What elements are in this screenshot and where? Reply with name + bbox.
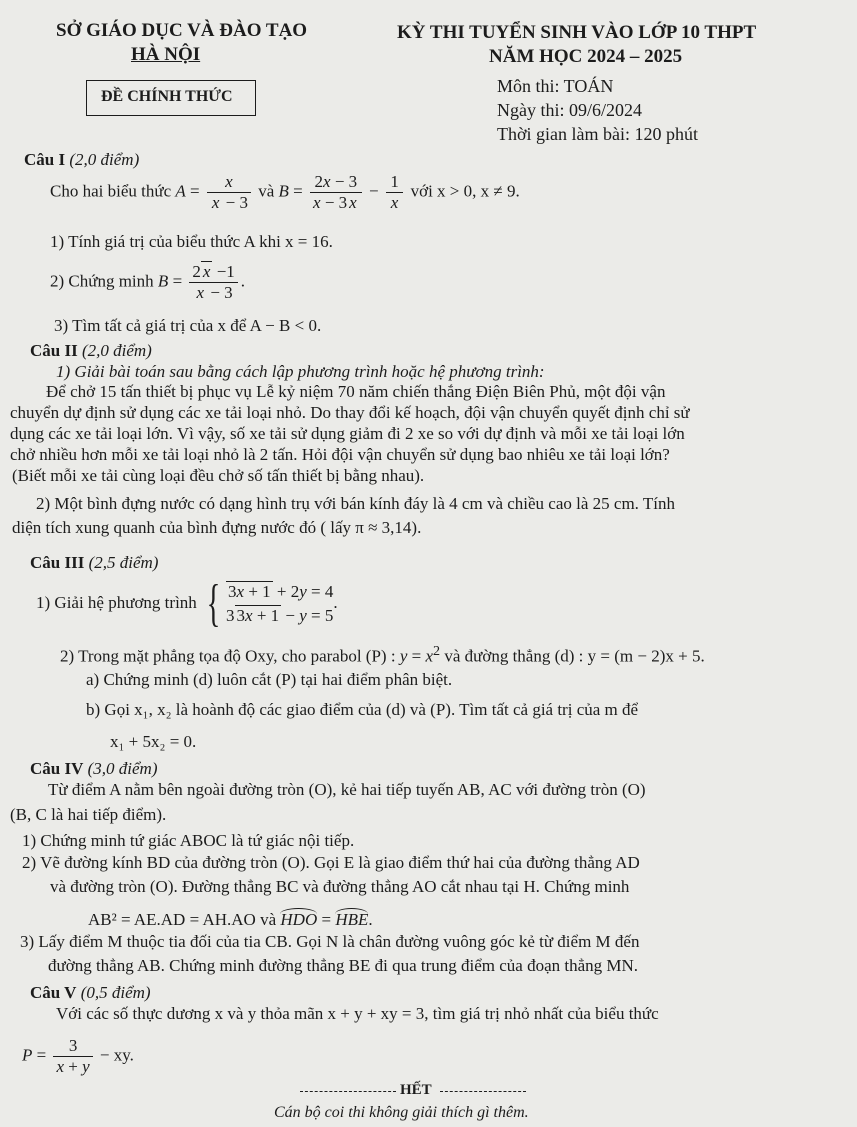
q4-heading: Câu IV (3,0 điểm) <box>30 759 158 778</box>
fraction-b1: $\frac{2x - 3}{x - 3 x}$ <box>310 172 362 213</box>
q4-part2-line2: và đường tròn (O). Đường thẳng BC và đường thẳng AO cắt nhau tại H. Chứng minh <box>50 877 630 896</box>
q2-part1-heading: 1) Giải bài toán sau bằng cách lập phương trình hoặc hệ phương trình: <box>56 362 545 381</box>
q5-formula: P = $\frac{3}{x + y}$ − xy. <box>22 1036 134 1076</box>
proctor-note: Cán bộ coi thi không giải thích gì thêm. <box>274 1104 529 1121</box>
q3-part-a: a) Chứng minh (d) luôn cắt (P) tại hai điểm phân biệt. <box>86 670 453 689</box>
q1-part3: 3) Tìm tất cả giá trị của x để A − B < 0. <box>54 316 322 335</box>
exam-date: Ngày thi: 09/6/2024 <box>497 100 642 120</box>
q2-heading: Câu II (2,0 điểm) <box>30 341 152 360</box>
q1-heading: Câu I (2,0 điểm) <box>24 150 140 169</box>
end-rule-left <box>300 1091 396 1093</box>
q3-heading: Câu III (2,5 điểm) <box>30 553 159 572</box>
q1-part2: 2) Chứng minh B = $\frac{2 x -1}{x - 3}$ . <box>50 262 246 302</box>
fraction-b2: $\frac{1}{x}$ <box>386 172 404 213</box>
fraction-b-result: $\frac{2 x -1}{x - 3}$ <box>189 262 237 303</box>
q2-part1-line1: Để chở 15 tấn thiết bị phục vụ Lễ kỷ niệm 70 năm chiến thắng Điện Biên Phủ, một đội vận <box>46 382 666 401</box>
department-city: HÀ NỘI <box>131 44 201 65</box>
school-year: NĂM HỌC 2024 – 2025 <box>489 46 683 67</box>
equation-system: 3x + 1 + 2y = 4 3 3x + 1 − y = 5 <box>226 582 334 625</box>
exam-duration: Thời gian làm bài: 120 phút <box>497 124 698 144</box>
fraction-a: $\frac{x}{x - 3}$ <box>207 172 251 213</box>
q4-part3-line2: đường thẳng AB. Chứng minh đường thẳng BE đi qua trung điểm của đoạn thẳng MN. <box>48 956 639 975</box>
q4-part2-line3: AB² = AE.AD = AH.AO và HDO = HBE. <box>88 910 373 929</box>
q1-intro: Cho hai biểu thức A = $\frac{x}{x - 3}$ và B = $\frac{2x - 3}{x - 3 x}$ − $\frac{1}{x}$ với x > 0, x ≠ 9. <box>50 172 520 212</box>
exam-title: KỲ THI TUYỂN SINH VÀO LỚP 10 THPT <box>397 22 757 43</box>
q5-line1: Với các số thực dương x và y thỏa mãn x + y + xy = 3, tìm giá trị nhỏ nhất của biểu thức <box>56 1004 659 1023</box>
q4-part1: 1) Chứng minh tứ giác ABOC là tứ giác nội tiếp. <box>22 831 355 850</box>
q5-heading: Câu V (0,5 điểm) <box>30 983 151 1002</box>
q4-line2: (B, C là hai tiếp điểm). <box>10 805 167 824</box>
q2-part1-line5: (Biết mỗi xe tải cùng loại đều chở số tấn thiết bị bằng nhau). <box>12 466 425 485</box>
q2-part2-line1: 2) Một bình đựng nước có dạng hình trụ với bán kính đáy là 4 cm và chiều cao là 25 cm. Tính <box>36 494 675 513</box>
q4-part3-line1: 3) Lấy điểm M thuộc tia đối của tia CB. Gọi N là chân đường vuông góc kẻ từ điểm M đến <box>20 932 640 951</box>
q4-part2-line1: 2) Vẽ đường kính BD của đường tròn (O). Gọi E là giao điểm thứ hai của đường thẳng AD <box>22 853 640 872</box>
official-label: ĐỀ CHÍNH THỨC <box>101 88 233 105</box>
q3-part2: 2) Trong mặt phẳng tọa độ Oxy, cho parabol (P) : $y = x^2$ và đường thẳng (d) : y = (m − 2)x + 5. <box>60 643 705 666</box>
q1-part1: 1) Tính giá trị của biểu thức A khi x = 16. <box>50 232 333 251</box>
fraction-p: $\frac{3}{x + y}$ <box>53 1036 92 1077</box>
q2-part2-line2: diện tích xung quanh của bình đựng nước đó ( lấy π ≈ 3,14). <box>12 518 422 537</box>
end-rule-right <box>440 1091 526 1093</box>
department-name: SỞ GIÁO DỤC VÀ ĐÀO TẠO <box>56 20 308 41</box>
exam-subject: Môn thi: TOÁN <box>497 76 614 96</box>
q2-part1-line2: chuyển dự định sử dụng các xe tải loại nhỏ. Do thay đổi kế hoạch, đội vận chuyển quyết định chỉ sử <box>10 403 690 422</box>
q2-part1-line3: dụng các xe tải loại lớn. Vì vậy, số xe tải sử dụng giảm đi 2 xe so với dự định và mỗi xe tải loại lớn <box>10 424 685 443</box>
q3-part1: 1) Giải hệ phương trình { 3x + 1 + 2y = 4 3 3x + 1 − y = 5 . <box>36 575 338 632</box>
end-marker: HẾT <box>400 1082 432 1098</box>
q2-part1-line4: chở nhiều hơn mỗi xe tải loại nhỏ là 2 tấn. Hỏi đội vận chuyển sử dụng bao nhiêu xe tải loại lớn? <box>10 445 670 464</box>
q4-line1: Từ điểm A nằm bên ngoài đường tròn (O), kẻ hai tiếp tuyến AB, AC với đường tròn (O) <box>48 780 646 799</box>
q3-part-b-line2: x₁ + 5x₂ = 0. <box>110 732 197 751</box>
q3-part-b-line1: b) Gọi x₁, x₂ là hoành độ các giao điểm của (d) và (P). Tìm tất cả giá trị của m để <box>86 700 639 719</box>
